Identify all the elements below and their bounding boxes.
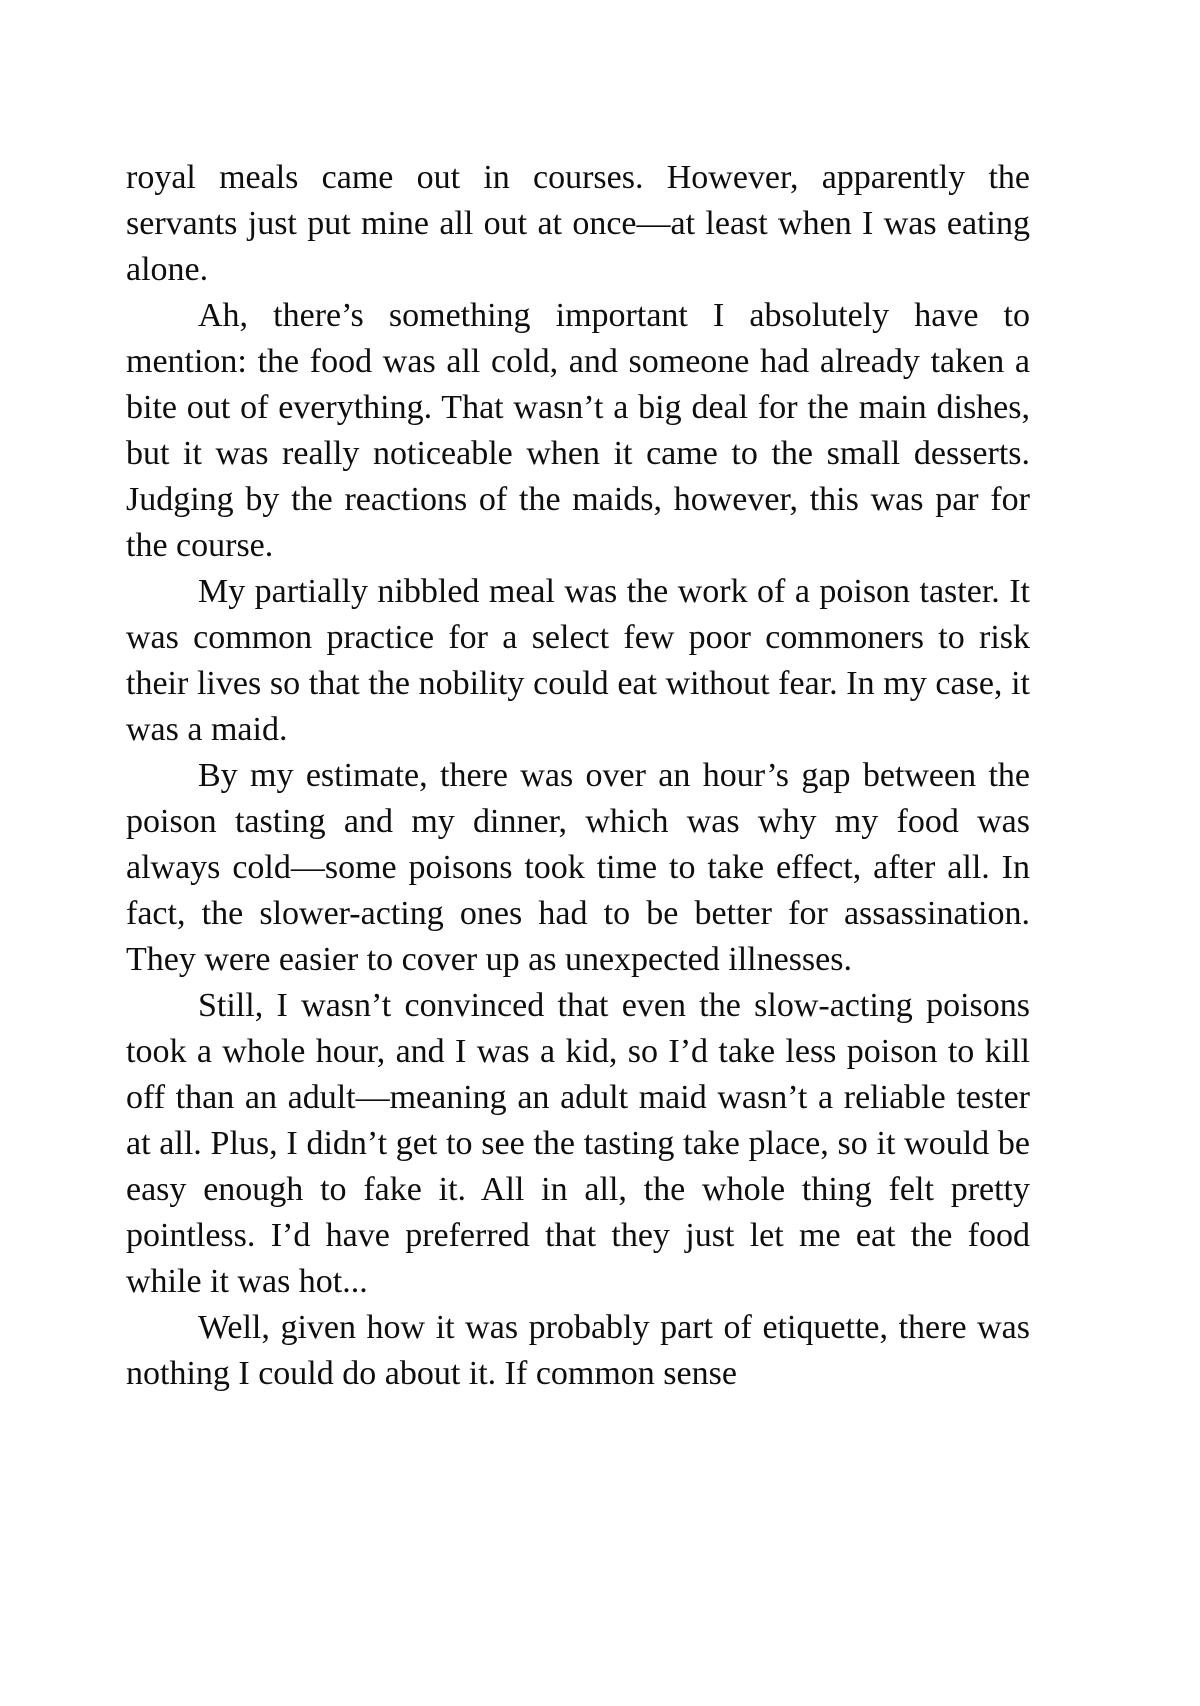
page-text: [126, 155, 1030, 1397]
paragraph: Ah, there’s something important I absolutely have to mention: the food was all cold, and someone had already taken a bite out of everything. That wasn’t a big deal for the main dishes, but it was really noticeable when it came to the small desserts. Judging by the reactions of the maids, however, this was par for the course.: [126, 297, 1030, 564]
paragraph: By my estimate, there was over an hour’s gap between the poison tasting and my dinner, which was why my food was always cold—some poisons took time to take effect, after all. In fact, the slower-acting ones had to be better for assassination. They were easier to cover up as unexpected illnesses.: [126, 757, 1030, 978]
paragraph: Still, I wasn’t convinced that even the slow-acting poisons took a whole hour, and I was a kid, so I’d take less poison to kill off than an adult—meaning an adult maid wasn’t a reliable tester at all. Plus, I didn’t get to see the tasting take place, so it would be easy enough to fake it. All in all, the whole thing felt pretty pointless. I’d have preferred that they just let me eat the food while it was hot...: [126, 987, 1030, 1300]
paragraph: Well, given how it was probably part of etiquette, there was nothing I could do about it. If common sense: [126, 1309, 1030, 1392]
paragraph: royal meals came out in courses. However, apparently the servants just put mine all out at once—at least when I was eating alone.: [126, 159, 1030, 288]
paragraph: My partially nibbled meal was the work of a poison taster. It was common practice for a select few poor commoners to risk their lives so that the nobility could eat without fear. In my case, it was a maid.: [126, 573, 1030, 748]
